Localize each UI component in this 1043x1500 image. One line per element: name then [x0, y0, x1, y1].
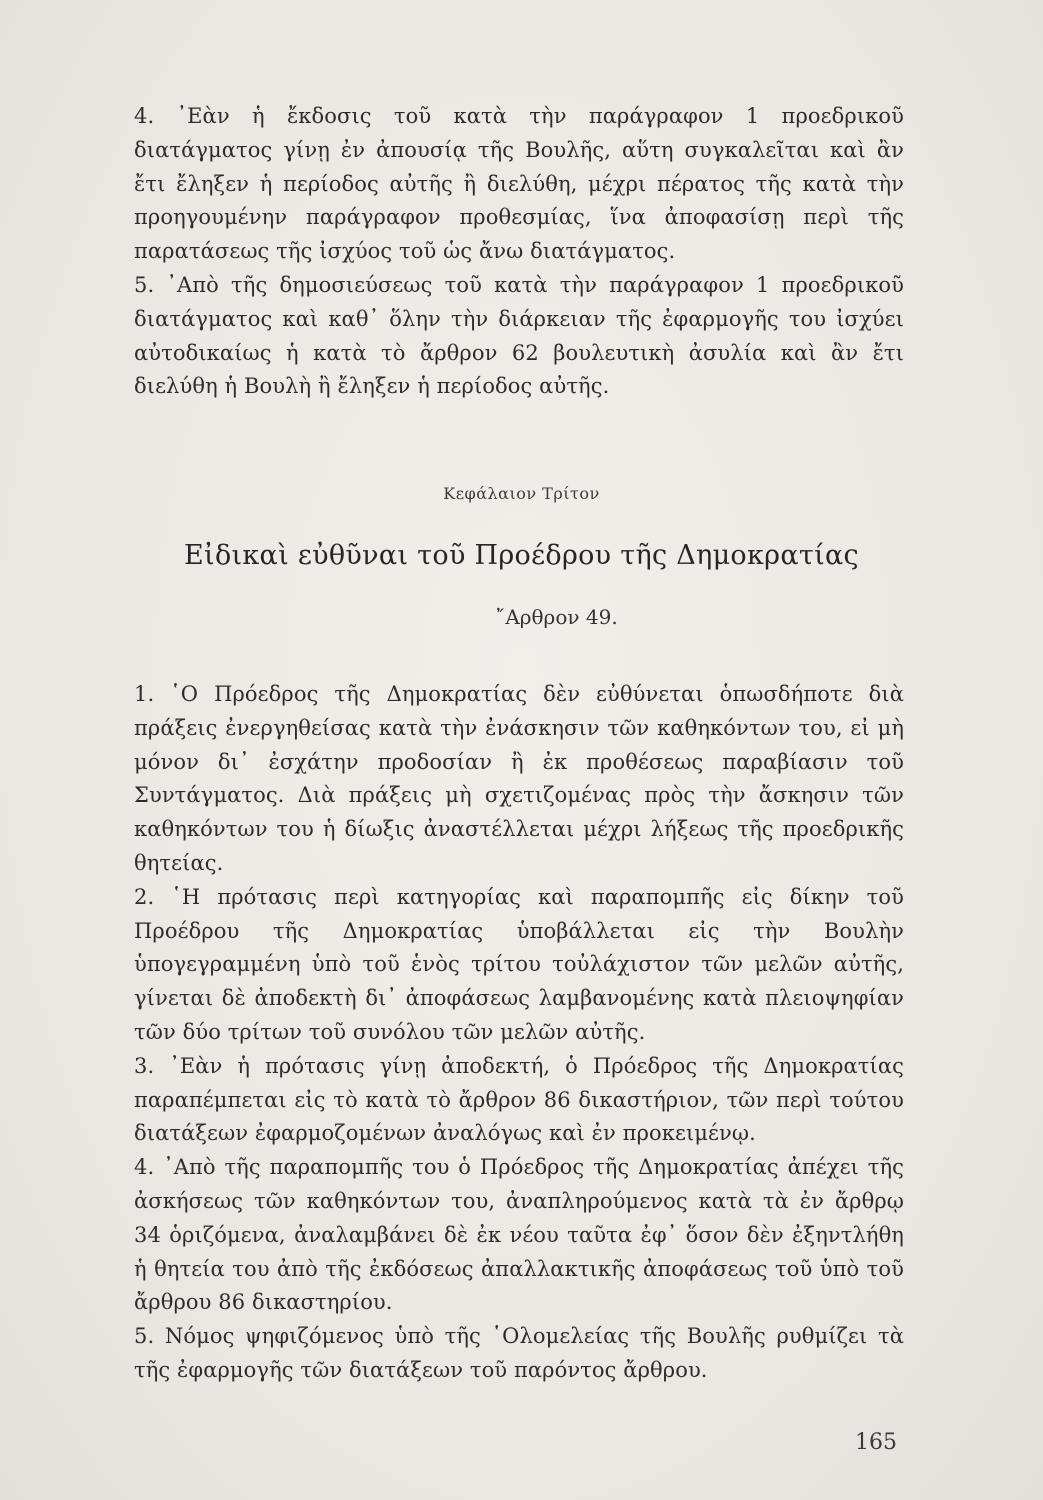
article-paragraph-4	[134, 1151, 904, 1320]
article-label-text: ῎Αρθρον 49.	[495, 605, 618, 629]
paragraph-text: ᾿Εὰν ἡ ἔκδοσις τοῦ κατὰ τὴν παράγραφον 1 προεδρικοῦ διατάγματος γίνῃ ἐν ἀπουσίᾳ τῆς Βουλῆς, αὕτη συγκαλεῖται καὶ ἂν ἔτι ἔληξεν ἡ περίοδος αὐτῆς ἢ διελύθη, μέχρι πέρατος τῆς κατὰ τὴν προηγουμένην παράγραφον προθεσμίας, ἵνα ἀποφασίσῃ περὶ τῆς παρατάσεως τῆς ἰσχύος τοῦ ὡς ἄνω διατάγματος.	[134, 104, 904, 264]
paragraph-text: ῾Η πρότασις περὶ κατηγορίας καὶ παραπομπῆς εἰς δίκην τοῦ Προέδρου τῆς Δημοκρατίας ὑποβάλλεται εἰς τὴν Βουλὴν ὑπογεγραμμένη ὑπὸ τοῦ ἑνὸς τρίτου τοὐλάχιστον τῶν μελῶν αὐτῆς, γίνεται δὲ ἀποδεκτὴ δι᾿ ἀποφάσεως λαμβανομένης κατὰ πλειοψηφίαν τῶν δύο τρίτων τοῦ συνόλου τῶν μελῶν αὐτῆς.	[134, 884, 904, 1044]
paragraph-number: 3.	[134, 1053, 155, 1078]
paragraph-text: ῾Ο Πρόεδρος τῆς Δημοκρατίας δὲν εὐθύνεται ὁπωσδήποτε διὰ πράξεις ἐνεργηθείσας κατὰ τὴν ἐνάσκησιν τῶν καθηκόντων του, εἰ μὴ μόνον δι᾿ ἐσχάτην προδοσίαν ἢ ἐκ προθέσεως παραβίασιν τοῦ Συντάγματος. Διὰ πράξεις μὴ σχετιζομένας πρὸς τὴν ἄσκησιν τῶν καθηκόντων του ἡ δίωξις ἀναστέλλεται μέχρι λήξεως τῆς προεδρικῆς θητείας.	[134, 682, 904, 875]
paragraph-number: 4.	[134, 104, 155, 128]
paragraph-5	[134, 269, 904, 404]
paragraph-text: Νόμος ψηφιζόμενος ὑπὸ τῆς ῾Ολομελείας τῆς Βουλῆς ρυθμίζει τὰ τῆς ἐφαρμογῆς τῶν διατάξεων τοῦ παρόντος ἄρθρου.	[134, 1324, 904, 1382]
paragraph-text: ᾿Εὰν ἡ πρότασις γίνῃ ἀποδεκτή, ὁ Πρόεδρος τῆς Δημοκρατίας παραπέμπεται εἰς τὸ κατὰ τὸ ἄρθρον 86 δικαστήριον, τῶν περὶ τούτου διατάξεων ἐφαρμοζομένων ἀναλόγως καὶ ἐν προκειμένῳ.	[134, 1053, 904, 1146]
article-paragraph-5	[134, 1320, 904, 1388]
paragraph-number: 2.	[134, 884, 155, 909]
article-paragraph-3	[134, 1050, 904, 1151]
paragraph-text: ᾿Απὸ τῆς παραπομπῆς του ὁ Πρόεδρος τῆς Δημοκρατίας ἀπέχει τῆς ἀσκήσεως τῶν καθηκόντων του, ἀναπληρούμενος κατὰ τὰ ἐν ἄρθρῳ 34 ὁριζόμενα, ἀναλαμβάνει δὲ ἐκ νέου ταῦτα ἐφ᾿ ὅσον δὲν ἐξηντλήθη ἡ θητεία του ἀπὸ τῆς ἐκδόσεως ἀπαλλακτικῆς ἀποφάσεως τοῦ ὑπὸ τοῦ ἄρθρου 86 δικαστηρίου.	[134, 1155, 904, 1315]
paragraph-text: ᾿Απὸ τῆς δημοσιεύσεως τοῦ κατὰ τὴν παράγραφον 1 προεδρικοῦ διατάγματος καὶ καθ᾿ ὅλην τὴν διάρκειαν τῆς ἐφαρμογῆς του ἰσχύει αὐτοδικαίως ἡ κατὰ τὸ ἄρθρον 62 βουλευτικὴ ἀσυλία καὶ ἂν ἔτι διελύθη ἡ Βουλὴ ἢ ἔληξεν ἡ περίοδος αὐτῆς.	[134, 272, 904, 399]
article-paragraphs	[134, 678, 904, 1388]
paragraph-number: 1.	[134, 682, 155, 706]
paragraph-number: 5.	[134, 1324, 155, 1349]
top-paragraphs	[134, 100, 904, 404]
article-paragraph-2	[134, 881, 904, 1050]
chapter-title: Εἰδικαὶ εὐθῦναι τοῦ Προέδρου τῆς Δημοκρατίας	[184, 540, 859, 571]
article-paragraph-1	[134, 678, 904, 881]
page-number: 165	[855, 1430, 897, 1455]
paragraph-4	[134, 100, 904, 269]
paragraph-number: 4.	[134, 1155, 155, 1180]
paragraph-number: 5.	[134, 272, 155, 297]
chapter-label: Κεφάλαιον Τρίτον	[443, 484, 600, 503]
article-label	[0, 605, 1043, 629]
